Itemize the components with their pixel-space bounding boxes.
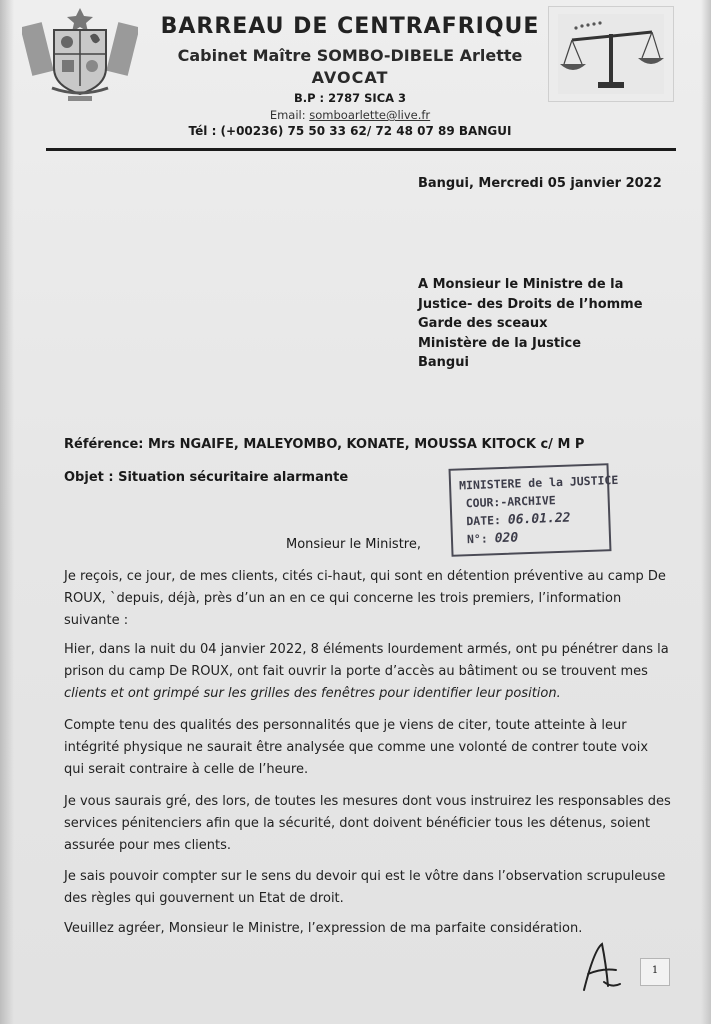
- body-paragraph: [64, 715, 660, 781]
- paragraph-line: des règles qui gouvernent un Etat de droit.: [64, 891, 344, 906]
- professional-title: AVOCAT: [311, 68, 389, 87]
- law-office-name: Cabinet Maître SOMBO-DIBELE Arlette: [177, 46, 523, 65]
- page-number: 1: [640, 958, 670, 986]
- stamp-courier: COUR:-ARCHIVE: [465, 493, 556, 511]
- stamp-ministry: MINISTERE de la JUSTICE: [458, 472, 619, 493]
- body-paragraph: [64, 791, 671, 857]
- email-label: Email:: [269, 108, 310, 122]
- paragraph-line: clients et ont grimpé sur les grilles des fenêtres pour identifier leur position.: [64, 686, 561, 701]
- body-paragraph: [64, 566, 666, 632]
- stamp-date-value: 06.01.22: [507, 510, 571, 528]
- postal-box: B.P : 2787 SICA 3: [293, 91, 407, 105]
- recipient-address: [418, 276, 643, 374]
- stamp-number-value: 020: [494, 530, 519, 547]
- body-paragraph: [64, 866, 666, 910]
- header-divider: [46, 148, 676, 151]
- paragraph-line: services pénitenciers afin que la sécurité, dont doivent bénéficier tous les détenus, soient: [64, 816, 651, 831]
- paragraph-line: Je sais pouvoir compter sur le sens du devoir qui est le vôtre dans l’observation scrupuleuse: [64, 869, 666, 884]
- closing-paragraph: [64, 918, 660, 940]
- recipient-line: Bangui: [418, 355, 469, 370]
- paragraph-line: Je vous saurais gré, des lors, de toutes les mesures dont vous instruirez les responsables des: [64, 794, 671, 809]
- salutation: Monsieur le Ministre,: [286, 537, 421, 552]
- paragraph-line: prison du camp De ROUX, ont fait ouvrir la porte d’accès au bâtiment ou se trouvent mes: [64, 664, 648, 679]
- paragraph-line: Je reçois, ce jour, de mes clients, cités ci-haut, qui sont en détention préventive au camp De: [64, 569, 666, 584]
- coat-of-arms-emblem: [22, 4, 138, 108]
- body-paragraph: [64, 639, 669, 705]
- telephone-line: Tél : (+00236) 75 50 33 62/ 72 48 07 89 BANGUI: [188, 124, 512, 138]
- email-line: [150, 108, 550, 122]
- paragraph-line: qui serait contraire à celle de l’heure.: [64, 762, 309, 777]
- stamp-number-label: N°:: [466, 531, 488, 547]
- paragraph-line: Veuillez agréer, Monsieur le Ministre, l’expression de ma parfaite considération.: [64, 921, 583, 936]
- subject-line: Objet : Situation sécuritaire alarmante: [64, 470, 349, 485]
- date-line: Bangui, Mercredi 05 janvier 2022: [418, 176, 662, 191]
- paragraph-line: intégrité physique ne saurait être analysée que comme une volonté de contrer toute voix: [64, 740, 649, 755]
- stamp-date: [466, 511, 571, 530]
- bar-association-name: BARREAU DE CENTRAFRIQUE: [160, 14, 540, 39]
- recipient-line: Justice- des Droits de l’homme: [418, 296, 643, 312]
- stamp-date-label: DATE:: [466, 513, 502, 529]
- paragraph-line: Hier, dans la nuit du 04 janvier 2022, 8 éléments lourdement armés, ont pu pénétrer dans la: [64, 642, 669, 657]
- email-link[interactable]: somboarlette@live.fr: [309, 108, 431, 122]
- scales-of-justice-icon: [548, 6, 674, 102]
- paragraph-line: Compte tenu des qualités des personnalités que je viens de citer, toute atteinte à leur: [64, 718, 627, 733]
- stamp-number: [467, 530, 519, 547]
- reference-line: Référence: Mrs NGAIFE, MALEYOMBO, KONATE, MOUSSA KITOCK c/ M P: [64, 437, 585, 452]
- ministry-receipt-stamp: [449, 463, 619, 557]
- recipient-line: Ministère de la Justice: [418, 335, 582, 351]
- paragraph-line: ROUX, `depuis, déjà, près d’un an en ce qui concerne les trois premiers, l’information: [64, 591, 622, 606]
- recipient-line: A Monsieur le Ministre de la: [418, 277, 624, 292]
- handwritten-signature: [576, 936, 626, 996]
- recipient-line: Garde des sceaux: [418, 316, 548, 331]
- paragraph-line: assurée pour mes clients.: [64, 838, 232, 853]
- paragraph-line: suivante :: [64, 613, 129, 628]
